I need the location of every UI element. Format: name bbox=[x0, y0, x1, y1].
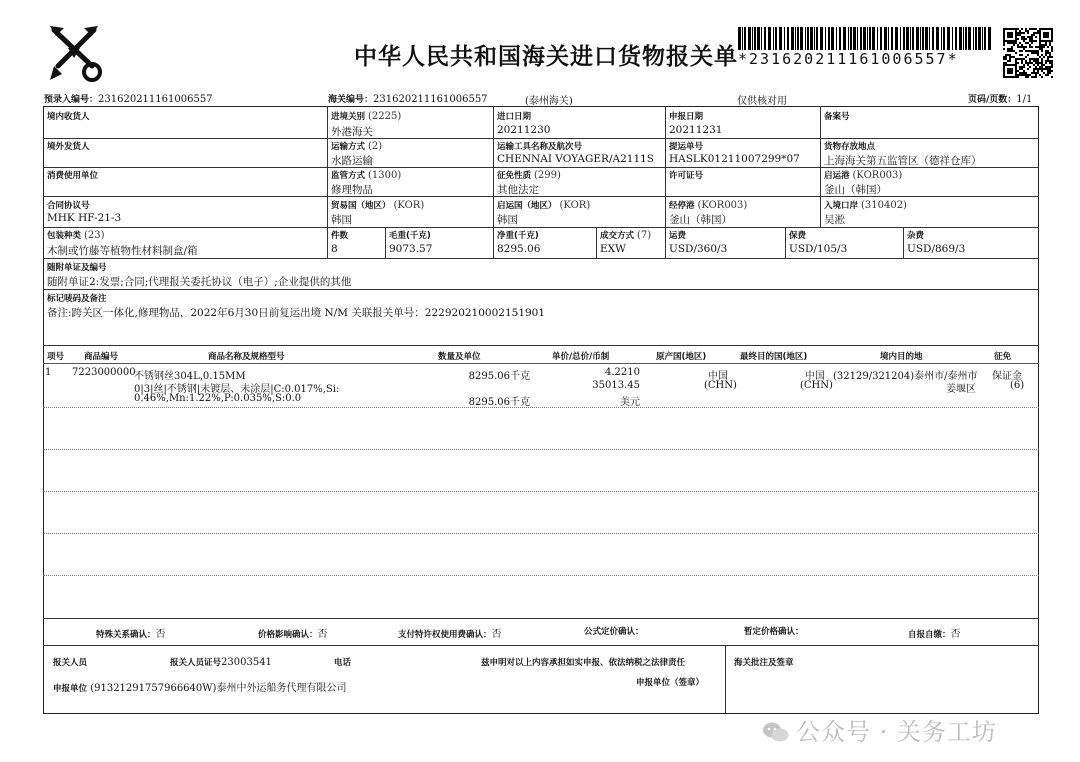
customs-emblem-logo bbox=[44, 22, 104, 84]
item-domestic-dest2: 姜堰区 bbox=[946, 384, 976, 395]
transit-port-label: 经停港 (KOR003) bbox=[669, 200, 748, 211]
supervision-label: 监管方式 (1300) bbox=[331, 170, 402, 181]
tentative-price-confirm: 暂定价格确认： bbox=[744, 627, 804, 637]
formula-price-confirm: 公式定价确认： bbox=[584, 627, 644, 637]
royalty-confirm: 支付特许权使用费确认：否 bbox=[398, 629, 502, 640]
levy-nature-label: 征免性质 (299) bbox=[497, 170, 561, 181]
trade-country-label: 贸易国（地区） (KOR) bbox=[331, 200, 425, 211]
deal-mode-label: 成交方式 (7) bbox=[600, 230, 652, 241]
bill-no-value: HASLK01211007299*07 bbox=[669, 153, 800, 165]
trade-country-value: 韩国 bbox=[331, 214, 352, 226]
col-price: 单价/总价/币制 bbox=[552, 352, 610, 362]
net-weight-label: 净重(千克) bbox=[497, 231, 539, 241]
item-dest-country-code: (CHN) bbox=[800, 380, 833, 391]
deal-mode-value: EXW bbox=[600, 243, 626, 255]
package-type-value: 木制或竹藤等植物性材料制盒/箱 bbox=[47, 245, 198, 257]
item-name-line3: 0.46%,Mn:1.22%,P:0.035%,S:0.0 bbox=[134, 393, 302, 404]
pieces-label: 件数 bbox=[331, 231, 349, 241]
contract-value: MHK HF-21-3 bbox=[47, 212, 122, 224]
col-name-spec: 商品名称及规格型号 bbox=[208, 352, 285, 362]
insurance-label: 保费 bbox=[789, 231, 807, 241]
consignee-label: 境内收货人 bbox=[47, 112, 90, 122]
pre-entry-number: 预录入编号：231620211161006557 bbox=[44, 94, 213, 105]
misc-fee-value: USD/869/3 bbox=[907, 243, 966, 255]
watermark: 公众号 · 关务工坊 bbox=[762, 712, 997, 747]
net-weight-value: 8295.06 bbox=[497, 243, 541, 255]
consumer-label: 消费使用单位 bbox=[47, 171, 99, 181]
documents-value: 随附单证2:发票;合同;代理报关委托协议（电子）;企业提供的其他 bbox=[47, 276, 352, 288]
departure-country-value: 韩国 bbox=[497, 214, 518, 226]
item-total-price: 35013.45 bbox=[592, 380, 640, 391]
freight-label: 运费 bbox=[669, 231, 687, 241]
page-number: 页码/页数：1/1 bbox=[968, 94, 1033, 105]
col-levy: 征免 bbox=[994, 352, 1012, 362]
gross-weight-value: 9073.57 bbox=[389, 243, 433, 255]
col-item-no: 项号 bbox=[47, 352, 65, 362]
entry-customs-label: 进境关别 (2225) bbox=[331, 111, 402, 122]
customs-office: (泰州海关) bbox=[525, 96, 573, 107]
col-origin: 原产国(地区) bbox=[656, 352, 707, 362]
item-hs-code: 7223000000 bbox=[72, 367, 136, 378]
entry-port-value: 吴淞 bbox=[824, 214, 845, 226]
item-no: 1 bbox=[45, 367, 52, 378]
col-dest-country: 最终目的国(地区) bbox=[740, 352, 808, 362]
transit-port-value: 釜山（韩国） bbox=[669, 214, 732, 226]
col-quantity: 数量及单位 bbox=[438, 352, 481, 362]
price-impact-confirm: 价格影响确认：否 bbox=[258, 629, 328, 640]
remarks-label: 标记唛码及备注 bbox=[47, 294, 107, 304]
package-type-label: 包装种类 (23) bbox=[47, 230, 105, 241]
storage-value: 上海海关第五监管区（德祥仓库） bbox=[824, 155, 982, 167]
supervision-value: 修理物品 bbox=[331, 184, 373, 196]
record-no-label: 备案号 bbox=[824, 112, 850, 122]
transport-mode-label: 运输方式 (2) bbox=[331, 141, 383, 152]
departure-port-label: 启运港 (KOR003) bbox=[824, 170, 903, 181]
departure-port-value: 釜山（韩国） bbox=[824, 184, 887, 196]
declare-unit-seal: 申报单位（签章） bbox=[636, 678, 705, 688]
storage-label: 货物存放地点 bbox=[824, 142, 876, 152]
declare-unit: 申报单位 (91321291757966640W)泰州中外运船务代理有限公司 bbox=[53, 683, 347, 694]
item-unit-price: 4.2210 bbox=[605, 367, 640, 378]
declarant-label: 报关人员 bbox=[53, 658, 88, 668]
customs-number: 海关编号：231620211161006557 bbox=[328, 94, 488, 105]
item-name-line2: 0|3|丝|不锈钢|未镀层、未涂层|C:0.017%,Si: bbox=[134, 384, 340, 395]
vessel-value: CHENNAI VOYAGER/A2111S bbox=[497, 153, 654, 165]
col-domestic-dest: 境内目的地 bbox=[880, 352, 923, 362]
departure-country-label: 启运国（地区） (KOR) bbox=[497, 200, 591, 211]
contract-label: 合同协议号 bbox=[47, 201, 90, 211]
for-check-note: 仅供核对用 bbox=[737, 96, 787, 107]
document-title: 中华人民共和国海关进口货物报关单 bbox=[354, 44, 738, 70]
transport-mode-value: 水路运输 bbox=[331, 155, 373, 167]
pieces-value: 8 bbox=[331, 243, 338, 255]
misc-fee-label: 杂费 bbox=[907, 231, 925, 241]
freight-value: USD/360/3 bbox=[669, 243, 728, 255]
self-declare-confirm: 自报自缴：否 bbox=[908, 629, 961, 640]
documents-label: 随附单证及编号 bbox=[47, 263, 107, 273]
levy-nature-value: 其他法定 bbox=[497, 184, 539, 196]
vessel-label: 运输工具名称及航次号 bbox=[497, 142, 583, 152]
item-currency: 美元 bbox=[620, 397, 640, 408]
item-origin: 中国 bbox=[708, 371, 728, 382]
consignor-label: 境外发货人 bbox=[47, 142, 90, 152]
item-domestic-dest: (32129/321204)泰州市/泰州市 bbox=[833, 371, 978, 382]
wechat-icon bbox=[762, 721, 790, 743]
qr-code-icon bbox=[1003, 28, 1053, 78]
entry-port-label: 入境口岸 (310402) bbox=[824, 200, 907, 211]
declaration-form bbox=[43, 106, 1039, 714]
remarks-value: 备注:跨关区一体化,修理物品，2022年6月30日前复运出境 N/M 关联报关单号：222920210002151901 bbox=[47, 307, 546, 319]
declarant-cert: 报关人员证号23003541 bbox=[170, 657, 272, 668]
legal-statement: 兹申明对以上内容承担如实申报、依法纳税之法律责任 bbox=[481, 658, 686, 668]
gross-weight-label: 毛重(千克) bbox=[389, 231, 431, 241]
entry-customs-value: 外港海关 bbox=[331, 126, 373, 138]
customs-approval-label: 海关批注及签章 bbox=[734, 658, 794, 668]
bill-no-label: 提运单号 bbox=[669, 142, 704, 152]
import-date-label: 进口日期 bbox=[497, 112, 532, 122]
barcode-icon bbox=[738, 27, 993, 50]
license-label: 许可证号 bbox=[669, 171, 704, 181]
item-origin-code: (CHN) bbox=[704, 380, 737, 391]
phone-label: 电话 bbox=[334, 658, 352, 668]
item-dest-country: 中国 bbox=[805, 371, 825, 382]
declare-date-value: 20211231 bbox=[669, 124, 723, 136]
special-relation-confirm: 特殊关系确认：否 bbox=[96, 629, 166, 640]
item-name-line1: 不锈钢丝304L,0.15MM bbox=[134, 371, 246, 382]
item-levy-code: (6) bbox=[1010, 380, 1025, 391]
import-date-value: 20211230 bbox=[497, 124, 551, 136]
barcode-number: *231620211161006557* bbox=[738, 50, 959, 68]
item-qty1: 8295.06千克 bbox=[468, 371, 530, 382]
declare-date-label: 申报日期 bbox=[669, 112, 704, 122]
insurance-value: USD/105/3 bbox=[789, 243, 848, 255]
col-hs-code: 商品编号 bbox=[84, 352, 119, 362]
item-qty2: 8295.06千克 bbox=[468, 397, 530, 408]
item-levy: 保证金 bbox=[992, 371, 1022, 382]
